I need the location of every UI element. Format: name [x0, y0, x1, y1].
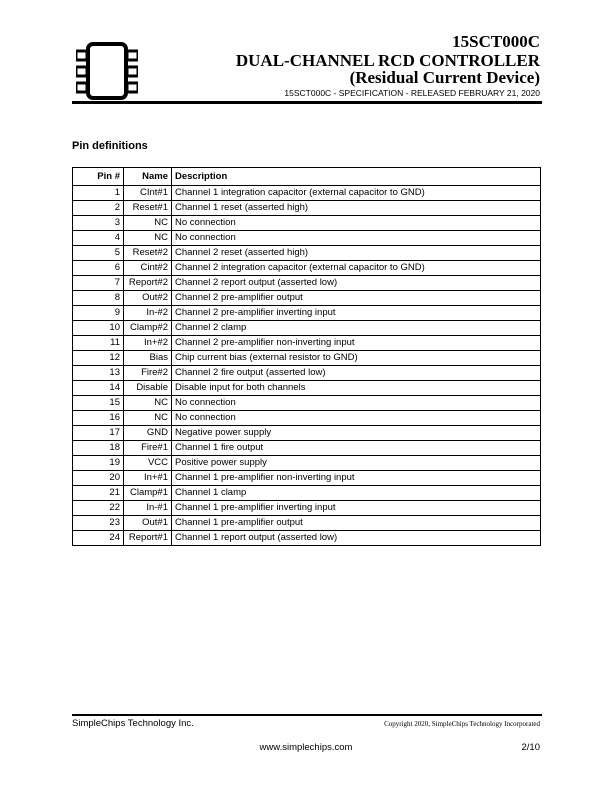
- table-row: [73, 456, 541, 471]
- table-row: [73, 336, 541, 351]
- table-row: [73, 516, 541, 531]
- pin-description: Channel 2 clamp: [172, 321, 541, 336]
- pin-description: Channel 2 fire output (asserted low): [172, 366, 541, 381]
- pin-number: 5: [73, 246, 124, 261]
- pin-name: NC: [124, 216, 172, 231]
- pin-number: 23: [73, 516, 124, 531]
- pin-description: Channel 2 pre-amplifier non-inverting input: [172, 336, 541, 351]
- pin-definitions-table: [72, 167, 541, 546]
- pin-description: Channel 2 pre-amplifier inverting input: [172, 306, 541, 321]
- footer-url: www.simplechips.com: [259, 742, 353, 753]
- footer-copyright: Copyright 2020, SimpleChips Technology Incorporated: [384, 720, 540, 728]
- pin-name: Out#1: [124, 516, 172, 531]
- table-row: [73, 411, 541, 426]
- table-row: [73, 441, 541, 456]
- pin-description: Channel 1 fire output: [172, 441, 541, 456]
- pin-description: Disable input for both channels: [172, 381, 541, 396]
- column-header-pin: Pin #: [73, 168, 124, 186]
- pin-description: Channel 1 report output (asserted low): [172, 531, 541, 546]
- pin-name: In-#2: [124, 306, 172, 321]
- table-row: [73, 486, 541, 501]
- pin-name: Disable: [124, 381, 172, 396]
- pin-name: NC: [124, 396, 172, 411]
- pin-description: Channel 1 pre-amplifier non-inverting input: [172, 471, 541, 486]
- pin-number: 12: [73, 351, 124, 366]
- pin-number: 22: [73, 501, 124, 516]
- pin-name: In+#2: [124, 336, 172, 351]
- table-row: [73, 306, 541, 321]
- pin-description: Channel 2 report output (asserted low): [172, 276, 541, 291]
- pin-name: Bias: [124, 351, 172, 366]
- table-row: [73, 186, 541, 201]
- table-header-row: [73, 168, 541, 186]
- pin-number: 24: [73, 531, 124, 546]
- table-row: [73, 276, 541, 291]
- table-row: [73, 321, 541, 336]
- pin-number: 18: [73, 441, 124, 456]
- table-row: [73, 381, 541, 396]
- pin-name: Clamp#2: [124, 321, 172, 336]
- pin-number: 2: [73, 201, 124, 216]
- document-subtitle: (Residual Current Device): [349, 68, 540, 87]
- table-row: [73, 246, 541, 261]
- table-row: [73, 351, 541, 366]
- pin-number: 16: [73, 411, 124, 426]
- table-row: [73, 231, 541, 246]
- table-row: [73, 261, 541, 276]
- pin-description: Channel 1 pre-amplifier output: [172, 516, 541, 531]
- pin-description: No connection: [172, 231, 541, 246]
- pin-description: No connection: [172, 216, 541, 231]
- pin-number: 20: [73, 471, 124, 486]
- pin-description: No connection: [172, 411, 541, 426]
- pin-description: Channel 1 pre-amplifier inverting input: [172, 501, 541, 516]
- pin-number: 10: [73, 321, 124, 336]
- pin-number: 9: [73, 306, 124, 321]
- pin-description: Channel 1 reset (asserted high): [172, 201, 541, 216]
- pin-name: Cint#2: [124, 261, 172, 276]
- document-title: DUAL-CHANNEL RCD CONTROLLER: [235, 51, 540, 70]
- pin-description: Negative power supply: [172, 426, 541, 441]
- table-row: [73, 396, 541, 411]
- pin-number: 3: [73, 216, 124, 231]
- pin-number: 7: [73, 276, 124, 291]
- pin-name: Fire#1: [124, 441, 172, 456]
- pin-description: No connection: [172, 396, 541, 411]
- chip-icon: [76, 42, 138, 100]
- release-info: 15SCT000C - SPECIFICATION - RELEASED FEBRUARY 21, 2020: [284, 88, 540, 98]
- pin-description: Channel 2 integration capacitor (external capacitor to GND): [172, 261, 541, 276]
- pin-number: 13: [73, 366, 124, 381]
- pin-name: In+#1: [124, 471, 172, 486]
- pin-number: 14: [73, 381, 124, 396]
- table-row: [73, 531, 541, 546]
- footer-company: SimpleChips Technology Inc.: [72, 718, 194, 729]
- part-number: 15SCT000C: [452, 32, 540, 51]
- pin-number: 19: [73, 456, 124, 471]
- table-row: [73, 366, 541, 381]
- header-divider: [72, 101, 542, 104]
- pin-name: Report#1: [124, 531, 172, 546]
- table-row: [73, 201, 541, 216]
- pin-number: 6: [73, 261, 124, 276]
- table-row: [73, 426, 541, 441]
- pin-name: Clamp#1: [124, 486, 172, 501]
- pin-name: Report#2: [124, 276, 172, 291]
- pin-description: Positive power supply: [172, 456, 541, 471]
- pin-name: NC: [124, 411, 172, 426]
- page-number: 2/10: [521, 742, 540, 753]
- pin-name: NC: [124, 231, 172, 246]
- pin-name: Out#2: [124, 291, 172, 306]
- pin-description: Channel 1 integration capacitor (external capacitor to GND): [172, 186, 541, 201]
- pin-description: Channel 2 reset (asserted high): [172, 246, 541, 261]
- pin-description: Channel 1 clamp: [172, 486, 541, 501]
- column-header-name: Name: [124, 168, 172, 186]
- pin-name: In-#1: [124, 501, 172, 516]
- pin-number: 21: [73, 486, 124, 501]
- table-row: [73, 471, 541, 486]
- pin-number: 4: [73, 231, 124, 246]
- pin-name: CInt#1: [124, 186, 172, 201]
- table-row: [73, 291, 541, 306]
- pin-number: 1: [73, 186, 124, 201]
- column-header-description: Description: [172, 168, 541, 186]
- table-row: [73, 216, 541, 231]
- pin-name: Fire#2: [124, 366, 172, 381]
- table-row: [73, 501, 541, 516]
- pin-name: Reset#1: [124, 201, 172, 216]
- pin-name: VCC: [124, 456, 172, 471]
- pin-name: GND: [124, 426, 172, 441]
- pin-number: 8: [73, 291, 124, 306]
- pin-number: 11: [73, 336, 124, 351]
- pin-description: Channel 2 pre-amplifier output: [172, 291, 541, 306]
- pin-number: 15: [73, 396, 124, 411]
- pin-description: Chip current bias (external resistor to GND): [172, 351, 541, 366]
- section-title: Pin definitions: [72, 140, 148, 152]
- pin-number: 17: [73, 426, 124, 441]
- footer-divider: [72, 714, 542, 716]
- pin-name: Reset#2: [124, 246, 172, 261]
